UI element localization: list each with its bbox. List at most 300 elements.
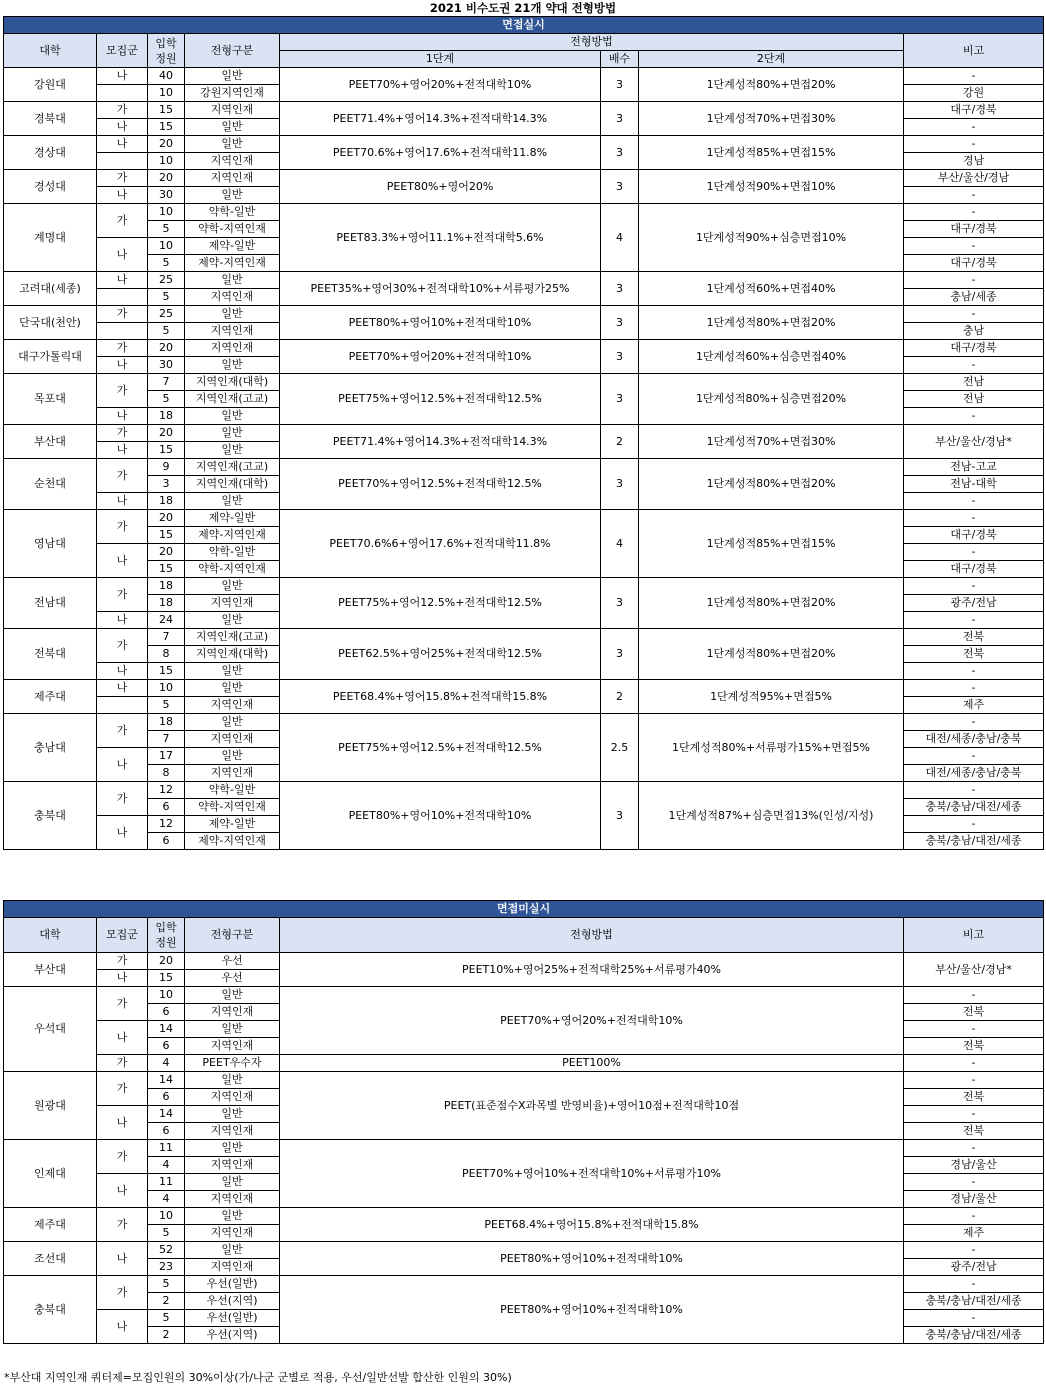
table-row (4, 578, 1044, 595)
type-cell: 지역인재 (185, 1004, 280, 1021)
univ-name: 단국대(천안) (4, 306, 97, 340)
quota-cell: 6 (148, 833, 185, 850)
ratio-cell: 3 (601, 136, 639, 170)
quota-cell: 18 (148, 578, 185, 595)
note-cell: - (904, 714, 1044, 731)
interview-table (3, 16, 1044, 850)
type-cell: 지역인재 (185, 340, 280, 357)
note-cell: 전북 (904, 646, 1044, 663)
type-cell: 일반 (185, 748, 280, 765)
quota-cell: 15 (148, 663, 185, 680)
group-cell: 나 (97, 544, 148, 578)
quota-cell: 25 (148, 306, 185, 323)
stage2-method: 1단계성적80%+면접20% (639, 306, 904, 340)
group-cell: 나 (97, 663, 148, 680)
quota-cell: 18 (148, 595, 185, 612)
note-cell: 대구/경북 (904, 255, 1044, 272)
type-cell: 지역인재 (185, 697, 280, 714)
type-cell: 약학-지역인재 (185, 221, 280, 238)
type-cell: 일반 (185, 68, 280, 85)
note-cell: 충남 (904, 323, 1044, 340)
type-cell: 지역인재 (185, 1191, 280, 1208)
ratio-cell: 3 (601, 782, 639, 850)
note-cell: - (904, 578, 1044, 595)
quota-cell: 4 (148, 1157, 185, 1174)
quota-cell: 6 (148, 1004, 185, 1021)
header-type: 전형구분 (185, 918, 280, 953)
table-row (4, 953, 1044, 970)
group-cell: 가 (97, 306, 148, 323)
type-cell: 지역인재 (185, 102, 280, 119)
group-cell: 가 (97, 1140, 148, 1174)
group-cell: 가 (97, 782, 148, 816)
quota-cell: 20 (148, 544, 185, 561)
stage2-method: 1단계성적80%+면접20% (639, 68, 904, 102)
note-cell: 전남-고교 (904, 459, 1044, 476)
header-note: 비고 (904, 34, 1044, 68)
univ-name: 제주대 (4, 1208, 97, 1242)
univ-name: 경상대 (4, 136, 97, 170)
group-cell (97, 697, 148, 714)
method-cell: PEET10%+영어25%+전적대학25%+서류평가40% (280, 953, 904, 987)
table-row (4, 1140, 1044, 1157)
stage2-method: 1단계성적90%+심층면접10% (639, 204, 904, 272)
univ-name: 충남대 (4, 714, 97, 782)
header-group: 모집군 (97, 34, 148, 68)
type-cell: 일반 (185, 578, 280, 595)
quota-cell: 9 (148, 459, 185, 476)
note-cell: 전북 (904, 629, 1044, 646)
type-cell: 일반 (185, 1140, 280, 1157)
note-cell: - (904, 1072, 1044, 1089)
univ-name: 경성대 (4, 170, 97, 204)
ratio-cell: 3 (601, 102, 639, 136)
header-method: 전형방법 (280, 34, 904, 51)
ratio-cell: 2 (601, 680, 639, 714)
quota-cell: 10 (148, 238, 185, 255)
type-cell: 약학-지역인재 (185, 561, 280, 578)
quota-cell: 15 (148, 970, 185, 987)
univ-name: 고려대(세종) (4, 272, 97, 306)
quota-cell: 14 (148, 1021, 185, 1038)
ratio-cell: 2 (601, 425, 639, 459)
type-cell: 일반 (185, 425, 280, 442)
type-cell: 약학-지역인재 (185, 799, 280, 816)
method-cell: PEET80%+영어10%+전적대학10% (280, 1276, 904, 1344)
group-cell: 가 (97, 510, 148, 544)
note-cell: 제주 (904, 697, 1044, 714)
quota-cell: 6 (148, 1123, 185, 1140)
table-row (4, 425, 1044, 442)
note-cell: - (904, 680, 1044, 697)
group-cell: 가 (97, 204, 148, 238)
header-group: 모집군 (97, 918, 148, 953)
stage1-method: PEET80%+영어20% (280, 170, 601, 204)
group-cell (97, 289, 148, 306)
note-cell: - (904, 1208, 1044, 1225)
group-cell: 나 (97, 119, 148, 136)
type-cell: 제약-지역인재 (185, 527, 280, 544)
table-row (4, 1242, 1044, 1259)
note-cell: - (904, 510, 1044, 527)
quota-cell: 10 (148, 204, 185, 221)
ratio-cell: 3 (601, 459, 639, 510)
note-cell: 광주/전남 (904, 595, 1044, 612)
type-cell: 일반 (185, 1072, 280, 1089)
type-cell: 제약-일반 (185, 238, 280, 255)
quota-cell: 5 (148, 255, 185, 272)
note-cell: - (904, 544, 1044, 561)
note-cell: - (904, 1276, 1044, 1293)
group-cell: 나 (97, 612, 148, 629)
note-cell: 대구/경북 (904, 340, 1044, 357)
quota-cell: 20 (148, 136, 185, 153)
type-cell: 지역인재 (185, 1089, 280, 1106)
stage2-method: 1단계성적80%+서류평가15%+면접5% (639, 714, 904, 782)
group-cell: 가 (97, 425, 148, 442)
quota-cell: 6 (148, 1089, 185, 1106)
type-cell: 일반 (185, 493, 280, 510)
header-note: 비고 (904, 918, 1044, 953)
note-cell: 대구/경북 (904, 221, 1044, 238)
note-cell: - (904, 663, 1044, 680)
type-cell: 일반 (185, 408, 280, 425)
quota-cell: 25 (148, 272, 185, 289)
quota-cell: 18 (148, 714, 185, 731)
type-cell: 일반 (185, 714, 280, 731)
univ-name: 원광대 (4, 1072, 97, 1140)
quota-cell: 4 (148, 1055, 185, 1072)
note-cell: - (904, 187, 1044, 204)
note-cell: 경남 (904, 153, 1044, 170)
ratio-cell: 3 (601, 170, 639, 204)
method-cell: PEET80%+영어10%+전적대학10% (280, 1242, 904, 1276)
quota-cell: 12 (148, 782, 185, 799)
univ-name: 목포대 (4, 374, 97, 425)
note-cell: - (904, 1055, 1044, 1072)
univ-name: 계명대 (4, 204, 97, 272)
quota-cell: 6 (148, 799, 185, 816)
univ-name: 충북대 (4, 1276, 97, 1344)
stage2-method: 1단계성적70%+면접30% (639, 102, 904, 136)
group-cell: 가 (97, 102, 148, 119)
type-cell: 지역인재 (185, 765, 280, 782)
note-cell: 전북 (904, 1089, 1044, 1106)
quota-cell: 18 (148, 493, 185, 510)
univ-name: 순천대 (4, 459, 97, 510)
group-cell: 가 (97, 953, 148, 970)
note-cell: 광주/전남 (904, 1259, 1044, 1276)
note-cell: 충남/세종 (904, 289, 1044, 306)
type-cell: 제약-지역인재 (185, 833, 280, 850)
quota-cell: 6 (148, 1038, 185, 1055)
table-row (4, 272, 1044, 289)
header-univ: 대학 (4, 918, 97, 953)
group-cell: 나 (97, 1174, 148, 1208)
group-cell: 나 (97, 493, 148, 510)
type-cell: 우선(지역) (185, 1327, 280, 1344)
method-cell: PEET(표준점수X과목별 반영비율)+영어10점+전적대학10점 (280, 1072, 904, 1140)
quota-cell: 18 (148, 408, 185, 425)
page-title: 2021 비수도권 21개 약대 전형방법 (429, 1, 617, 15)
group-cell: 가 (97, 1208, 148, 1242)
quota-cell: 14 (148, 1106, 185, 1123)
quota-cell: 10 (148, 153, 185, 170)
stage1-method: PEET80%+영어10%+전적대학10% (280, 306, 601, 340)
type-cell: 일반 (185, 187, 280, 204)
type-cell: 우선(일반) (185, 1310, 280, 1327)
header-ratio: 배수 (601, 51, 639, 68)
quota-cell: 12 (148, 816, 185, 833)
note-cell: 전북 (904, 1004, 1044, 1021)
method-cell: PEET68.4%+영어15.8%+전적대학15.8% (280, 1208, 904, 1242)
note-cell: - (904, 357, 1044, 374)
type-cell: 강원지역인재 (185, 85, 280, 102)
quota-cell: 20 (148, 425, 185, 442)
group-cell: 나 (97, 442, 148, 459)
stage2-method: 1단계성적85%+면접15% (639, 510, 904, 578)
table-row (4, 340, 1044, 357)
quota-cell: 7 (148, 374, 185, 391)
table-row (4, 510, 1044, 527)
section-band: 면접미실시 (4, 901, 1044, 918)
group-cell (97, 323, 148, 340)
quota-cell: 15 (148, 102, 185, 119)
group-cell: 가 (97, 578, 148, 612)
note-cell: 대구/경북 (904, 527, 1044, 544)
note-cell: - (904, 816, 1044, 833)
note-cell: 전남-대학 (904, 476, 1044, 493)
ratio-cell: 3 (601, 272, 639, 306)
univ-name: 부산대 (4, 953, 97, 987)
group-cell: 가 (97, 714, 148, 748)
stage2-method: 1단계성적80%+면접20% (639, 459, 904, 510)
quota-cell: 15 (148, 119, 185, 136)
type-cell: 일반 (185, 1242, 280, 1259)
group-cell: 나 (97, 68, 148, 85)
note-cell: - (904, 408, 1044, 425)
type-cell: 일반 (185, 306, 280, 323)
univ-name: 전남대 (4, 578, 97, 629)
stage2-method: 1단계성적60%+심층면접40% (639, 340, 904, 374)
group-cell: 나 (97, 1242, 148, 1276)
table-row (4, 204, 1044, 221)
type-cell: 일반 (185, 680, 280, 697)
group-cell: 나 (97, 680, 148, 697)
group-cell: 나 (97, 1106, 148, 1140)
note-cell: 경남/울산 (904, 1157, 1044, 1174)
type-cell: 지역인재 (185, 731, 280, 748)
type-cell: 지역인재 (185, 595, 280, 612)
note-cell: 강원 (904, 85, 1044, 102)
stage1-method: PEET71.4%+영어14.3%+전적대학14.3% (280, 425, 601, 459)
note-cell: - (904, 1021, 1044, 1038)
header-quota: 입학 정원 (148, 918, 185, 953)
table-row (4, 374, 1044, 391)
no-interview-table (3, 900, 1044, 1344)
type-cell: PEET우수자 (185, 1055, 280, 1072)
type-cell: 약학-일반 (185, 782, 280, 799)
quota-cell: 2 (148, 1293, 185, 1310)
quota-cell: 5 (148, 1276, 185, 1293)
quota-cell: 5 (148, 221, 185, 238)
type-cell: 지역인재(대학) (185, 476, 280, 493)
note-cell: - (904, 748, 1044, 765)
type-cell: 제약-지역인재 (185, 255, 280, 272)
type-cell: 일반 (185, 357, 280, 374)
group-cell: 나 (97, 970, 148, 987)
stage1-method: PEET70.6%+영어17.6%+전적대학11.8% (280, 136, 601, 170)
table-row (4, 306, 1044, 323)
ratio-cell: 3 (601, 629, 639, 680)
group-cell: 나 (97, 816, 148, 850)
stage1-method: PEET70%+영어20%+전적대학10% (280, 340, 601, 374)
stage2-method: 1단계성적90%+면접10% (639, 170, 904, 204)
header-univ: 대학 (4, 34, 97, 68)
type-cell: 일반 (185, 1208, 280, 1225)
group-cell: 나 (97, 1310, 148, 1344)
stage2-method: 1단계성적80%+심층면접20% (639, 374, 904, 425)
table-row (4, 1072, 1044, 1089)
ratio-cell: 4 (601, 510, 639, 578)
quota-cell: 14 (148, 1072, 185, 1089)
note-cell: 부산/울산/경남 (904, 170, 1044, 187)
quota-cell: 40 (148, 68, 185, 85)
table-row (4, 714, 1044, 731)
note-cell: 대구/경북 (904, 102, 1044, 119)
table-row (4, 629, 1044, 646)
type-cell: 일반 (185, 1174, 280, 1191)
quota-cell: 20 (148, 170, 185, 187)
note-cell: - (904, 782, 1044, 799)
note-cell: 대전/세종/충남/충북 (904, 765, 1044, 782)
header-type: 전형구분 (185, 34, 280, 68)
type-cell: 지역인재 (185, 1123, 280, 1140)
type-cell: 일반 (185, 136, 280, 153)
group-cell: 가 (97, 1072, 148, 1106)
method-cell: PEET100% (280, 1055, 904, 1072)
group-cell: 나 (97, 272, 148, 289)
note-cell: 부산/울산/경남* (904, 425, 1044, 459)
quota-cell: 4 (148, 1191, 185, 1208)
header-quota: 입학 정원 (148, 34, 185, 68)
stage1-method: PEET35%+영어30%+전적대학10%+서류평가25% (280, 272, 601, 306)
univ-name: 조선대 (4, 1242, 97, 1276)
univ-name: 충북대 (4, 782, 97, 850)
note-cell: - (904, 1174, 1044, 1191)
type-cell: 지역인재(고교) (185, 629, 280, 646)
table-row (4, 68, 1044, 85)
quota-cell: 20 (148, 340, 185, 357)
group-cell: 가 (97, 170, 148, 187)
quota-cell: 52 (148, 1242, 185, 1259)
type-cell: 일반 (185, 987, 280, 1004)
header-method: 전형방법 (280, 918, 904, 953)
quota-cell: 5 (148, 391, 185, 408)
quota-cell: 10 (148, 85, 185, 102)
quota-cell: 15 (148, 561, 185, 578)
note-cell: 대전/세종/충남/충북 (904, 731, 1044, 748)
univ-name: 제주대 (4, 680, 97, 714)
type-cell: 지역인재 (185, 153, 280, 170)
table-row (4, 136, 1044, 153)
table-row (4, 1276, 1044, 1293)
note-cell: - (904, 136, 1044, 153)
type-cell: 우선(지역) (185, 1293, 280, 1310)
quota-cell: 20 (148, 953, 185, 970)
note-cell: - (904, 68, 1044, 85)
type-cell: 지역인재 (185, 289, 280, 306)
group-cell: 가 (97, 629, 148, 663)
stage2-method: 1단계성적60%+면접40% (639, 272, 904, 306)
group-cell (97, 85, 148, 102)
stage1-method: PEET71.4%+영어14.3%+전적대학14.3% (280, 102, 601, 136)
stage1-method: PEET70%+영어12.5%+전적대학12.5% (280, 459, 601, 510)
stage1-method: PEET75%+영어12.5%+전적대학12.5% (280, 374, 601, 425)
quota-cell: 10 (148, 680, 185, 697)
ratio-cell: 3 (601, 578, 639, 629)
type-cell: 지역인재(대학) (185, 646, 280, 663)
type-cell: 우선 (185, 953, 280, 970)
quota-cell: 7 (148, 731, 185, 748)
note-cell: 제주 (904, 1225, 1044, 1242)
table-row (4, 987, 1044, 1004)
note-cell: - (904, 204, 1044, 221)
ratio-cell: 4 (601, 204, 639, 272)
quota-cell: 17 (148, 748, 185, 765)
quota-cell: 5 (148, 697, 185, 714)
type-cell: 지역인재 (185, 1157, 280, 1174)
note-cell: 전남 (904, 374, 1044, 391)
stage2-method: 1단계성적70%+면접30% (639, 425, 904, 459)
type-cell: 제약-일반 (185, 510, 280, 527)
group-cell: 가 (97, 1276, 148, 1310)
stage1-method: PEET75%+영어12.5%+전적대학12.5% (280, 714, 601, 782)
quota-cell: 30 (148, 187, 185, 204)
table-row (4, 102, 1044, 119)
group-cell: 나 (97, 136, 148, 153)
note-cell: 대구/경북 (904, 561, 1044, 578)
note-cell: 충북/충남/대전/세종 (904, 799, 1044, 816)
type-cell: 지역인재 (185, 323, 280, 340)
group-cell: 가 (97, 374, 148, 408)
stage1-method: PEET80%+영어10%+전적대학10% (280, 782, 601, 850)
note-cell: 전북 (904, 1123, 1044, 1140)
table-row (4, 1055, 1044, 1072)
note-cell: - (904, 238, 1044, 255)
quota-cell: 5 (148, 289, 185, 306)
method-cell: PEET70%+영어10%+전적대학10%+서류평가10% (280, 1140, 904, 1208)
stage2-method: 1단계성적80%+면접20% (639, 629, 904, 680)
note-cell: - (904, 306, 1044, 323)
stage1-method: PEET62.5%+영어25%+전적대학12.5% (280, 629, 601, 680)
note-cell: - (904, 987, 1044, 1004)
stage1-method: PEET83.3%+영어11.1%+전적대학5.6% (280, 204, 601, 272)
group-cell: 가 (97, 340, 148, 357)
group-cell (97, 153, 148, 170)
univ-name: 경북대 (4, 102, 97, 136)
type-cell: 지역인재 (185, 1225, 280, 1242)
note-cell: - (904, 612, 1044, 629)
section-band: 면접실시 (4, 17, 1044, 34)
univ-name: 우석대 (4, 987, 97, 1072)
note-cell: - (904, 1140, 1044, 1157)
note-cell: 충북/충남/대전/세종 (904, 1327, 1044, 1344)
quota-cell: 11 (148, 1140, 185, 1157)
quota-cell: 5 (148, 1225, 185, 1242)
note-cell: 경남/울산 (904, 1191, 1044, 1208)
quota-cell: 3 (148, 476, 185, 493)
